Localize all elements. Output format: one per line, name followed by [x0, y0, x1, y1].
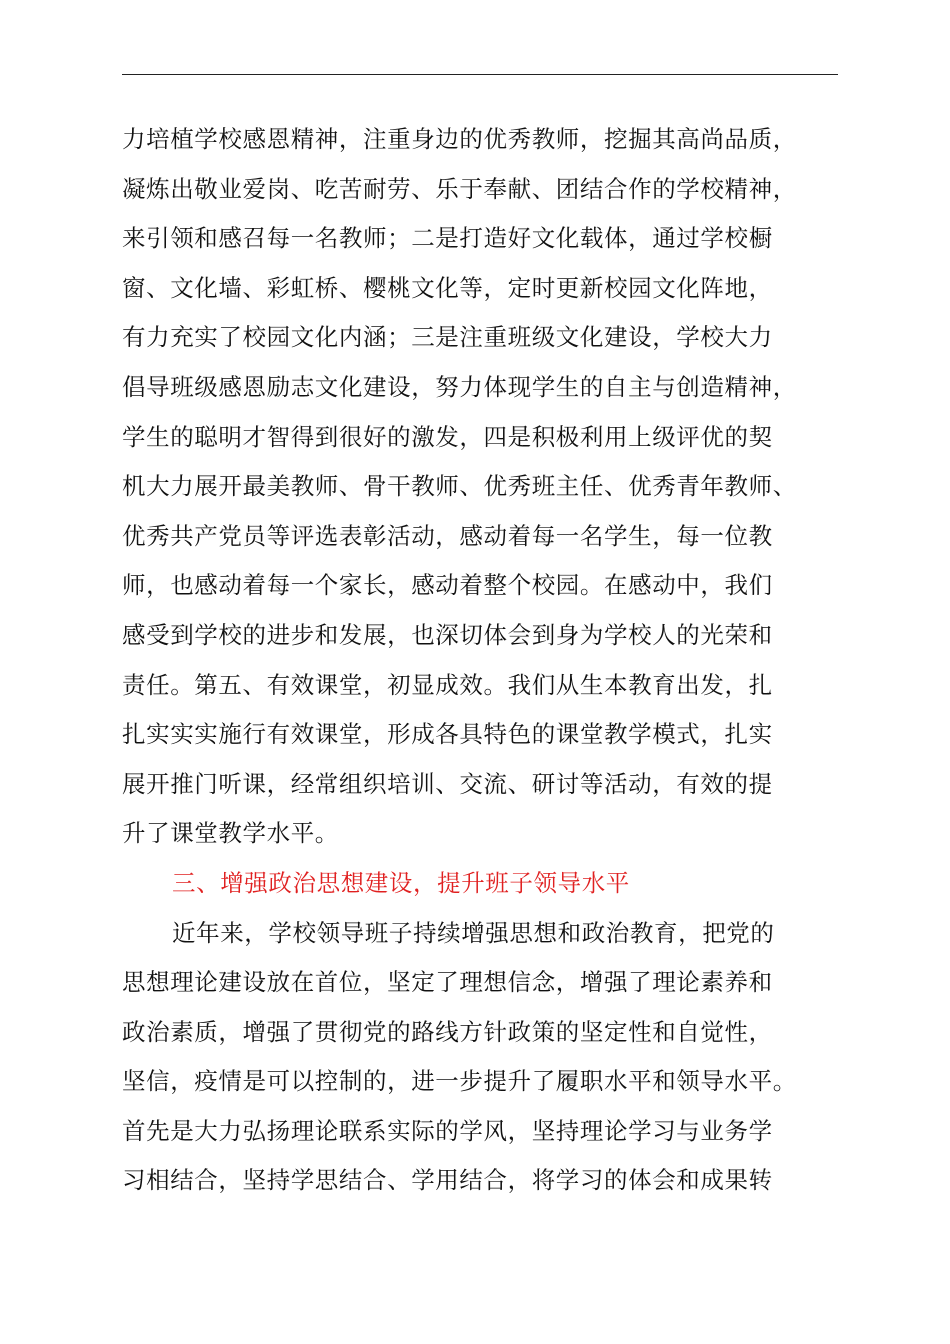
paragraph-line: 优秀共产党员等评选表彰活动，感动着每一名学生，每一位教: [122, 521, 773, 550]
paragraph-line: 责任。第五、有效课堂，初显成效。我们从生本教育出发，扎: [122, 670, 773, 699]
paragraph-line: 习相结合，坚持学思结合、学用结合，将学习的体会和成果转: [122, 1166, 773, 1195]
paragraph-line: 力培植学校感恩精神，注重身边的优秀教师，挖掘其高尚品质，: [122, 125, 797, 153]
body-text: [122, 115, 862, 1206]
header-rule: [122, 74, 838, 75]
paragraph-line: 首先是大力弘扬理论联系实际的学风，坚持理论学习与业务学: [122, 1116, 773, 1145]
paragraph-line: 窗、文化墙、彩虹桥、樱桃文化等，定时更新校园文化阵地，: [122, 273, 773, 302]
paragraph-line: 扎实实实施行有效课堂，形成各具特色的课堂教学模式，扎实: [122, 720, 773, 749]
section-heading: 三、增强政治思想建设，提升班子领导水平: [172, 868, 630, 897]
paragraph-line: 思想理论建设放在首位，坚定了理想信念，增强了理论素养和: [122, 968, 773, 997]
paragraph-line: 机大力展开最美教师、骨干教师、优秀班主任、优秀青年教师、: [122, 472, 797, 501]
paragraph-line: 凝炼出敬业爱岗、吃苦耐劳、乐于奉献、团结合作的学校精神，: [122, 174, 797, 203]
paragraph-line: 倡导班级感恩励志文化建设，努力体现学生的自主与创造精神，: [122, 372, 797, 401]
paragraph-line: 来引领和感召每一名教师；二是打造好文化载体，通过学校橱: [122, 224, 773, 253]
paragraph-line: 政治素质，增强了贯彻党的路线方针政策的坚定性和自觉性，: [122, 1017, 773, 1046]
paragraph-line: 坚信，疫情是可以控制的，进一步提升了履职水平和领导水平。: [122, 1067, 797, 1096]
paragraph-line: 近年来，学校领导班子持续增强思想和政治教育，把党的: [172, 918, 775, 947]
paragraph-line: 有力充实了校园文化内涵；三是注重班级文化建设，学校大力: [122, 323, 773, 352]
paragraph-line: 感受到学校的进步和发展，也深切体会到身为学校人的光荣和: [122, 620, 773, 649]
paragraph-line: 展开推门听课，经常组织培训、交流、研讨等活动，有效的提: [122, 769, 773, 798]
paragraph-line: 升了课堂教学水平。: [122, 819, 339, 848]
paragraph-line: 学生的聪明才智得到很好的激发，四是积极利用上级评优的契: [122, 422, 773, 451]
paragraph-line: 师，也感动着每一个家长，感动着整个校园。在感动中，我们: [122, 571, 773, 600]
